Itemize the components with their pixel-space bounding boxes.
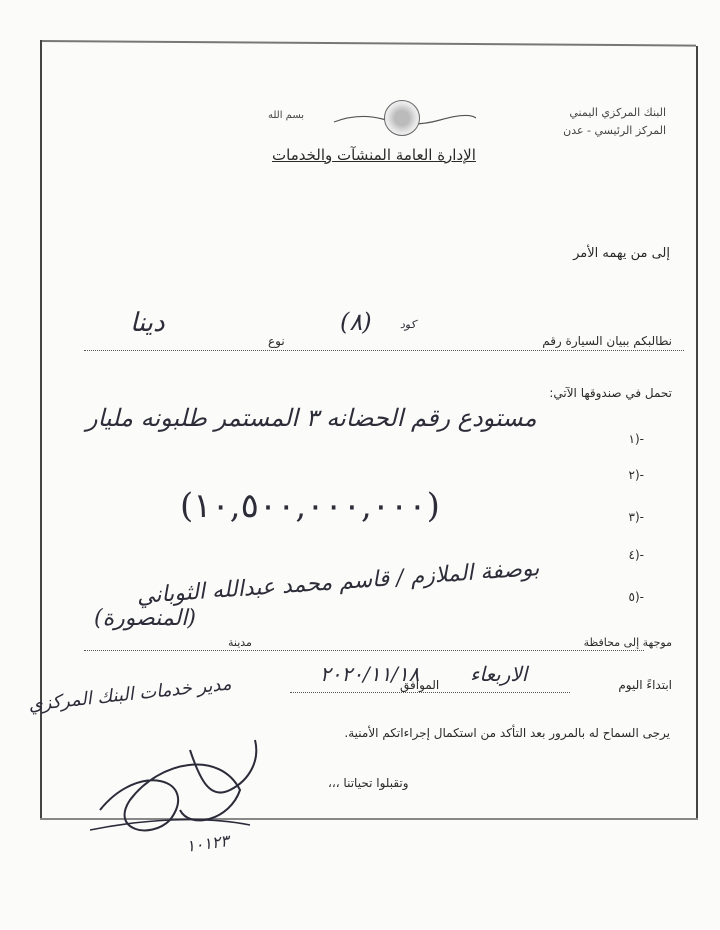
destination-value-handwritten: (المنصورة) bbox=[94, 606, 196, 631]
signature-mark-handwritten: ١٠١٢٣ bbox=[184, 831, 231, 856]
type-label: نوع bbox=[268, 334, 285, 348]
type-value-handwritten: دينا bbox=[130, 308, 165, 338]
day-handwritten: الاربعاء bbox=[470, 662, 528, 686]
car-number-handwritten: (٨) bbox=[340, 308, 372, 336]
seal-icon bbox=[384, 100, 420, 136]
frame-top-line bbox=[40, 40, 696, 46]
destination-city-label: مدينة bbox=[228, 636, 252, 649]
signature-title-handwritten: مدير خدمات البنك المركزي bbox=[27, 673, 233, 716]
date-value-handwritten: ٢٠٢٠/١١/١٨ bbox=[320, 662, 420, 686]
item-number-1: -(١ bbox=[628, 432, 644, 446]
signature-icon bbox=[80, 720, 280, 860]
item-4-handwritten: بوصفة الملازم / قاسم محمد عبدالله الثوباني bbox=[136, 556, 541, 610]
item-number-4: -(٤ bbox=[628, 548, 644, 562]
car-number-note: كود bbox=[400, 318, 416, 331]
item-number-2: -(٢ bbox=[628, 468, 644, 482]
item-3-amount-handwritten: (١٠,٥٠٠,٠٠٠,٠٠٠) bbox=[180, 486, 440, 526]
bank-name: البنك المركزي اليمني bbox=[569, 106, 666, 119]
regards-text: وتقبلوا تحياتنا ،،، bbox=[328, 776, 409, 790]
request-label: نطالبكم ببيان السيارة رقم bbox=[542, 334, 672, 348]
destination-label: موجهة إلى محافظة bbox=[583, 636, 672, 649]
contents-label: تحمل في صندوقها الآتي: bbox=[549, 386, 672, 400]
item-number-5: -(٥ bbox=[628, 590, 644, 604]
date-dotted-line bbox=[290, 692, 570, 693]
closing-text: يرجى السماح له بالمرور بعد التأكد من استكمال إجراءاتكم الأمنية. bbox=[344, 726, 670, 740]
date-start-label: ابتداءً اليوم bbox=[618, 678, 672, 692]
request-dotted-line bbox=[84, 350, 684, 351]
addressee: إلى من يهمه الأمر bbox=[573, 246, 670, 261]
destination-dotted-line bbox=[84, 650, 644, 651]
item-number-3: -(٣ bbox=[628, 510, 644, 524]
bank-office: المركز الرئيسي - عدن bbox=[563, 124, 666, 137]
bismillah: بسم الله bbox=[268, 110, 305, 121]
item-1-handwritten: مستودع رقم الحضانه ٣ المستمر طلبونه مليار bbox=[86, 404, 537, 432]
date-label: الموافق bbox=[400, 678, 440, 692]
frame-right-line bbox=[696, 46, 698, 820]
department-title: الإدارة العامة المنشآت والخدمات bbox=[272, 146, 476, 164]
